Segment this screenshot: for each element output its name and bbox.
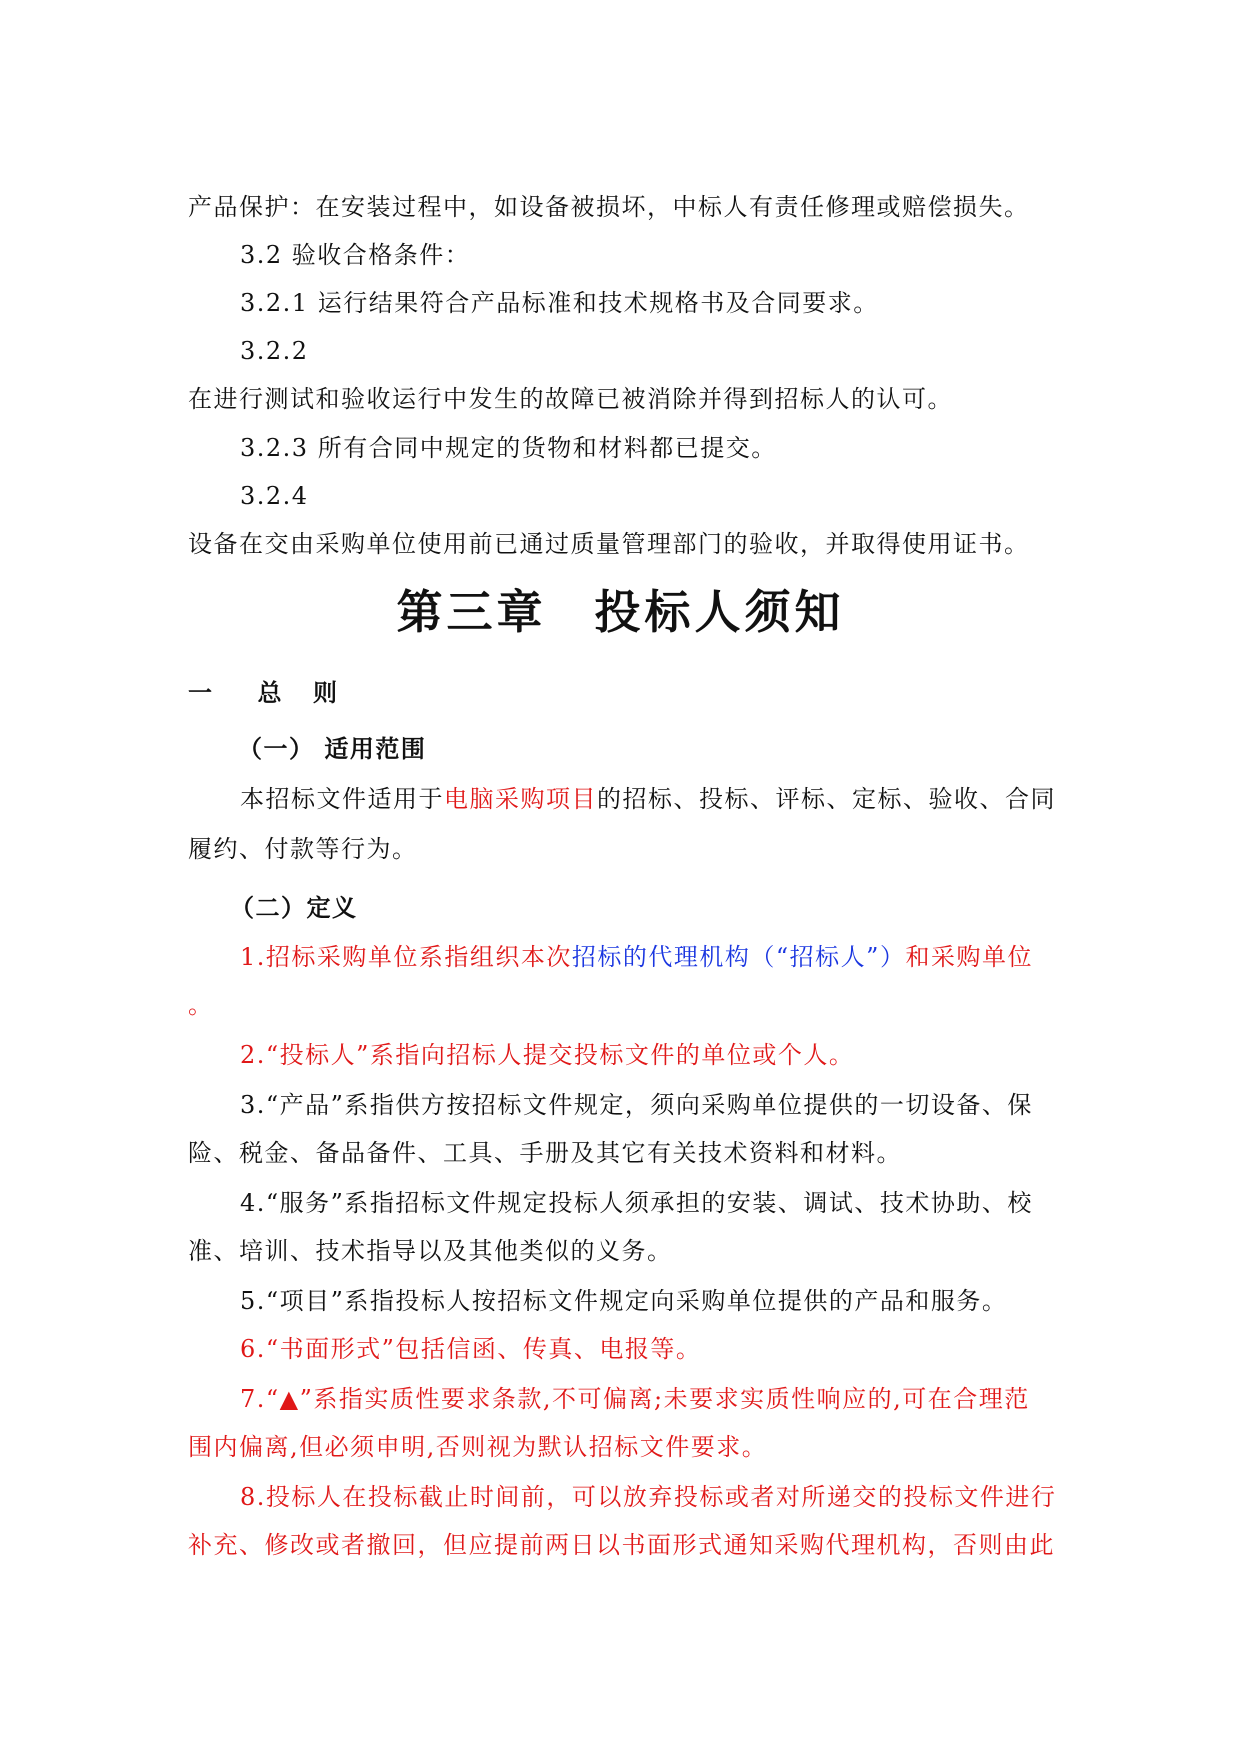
definition-1-line-1 [240,942,1033,972]
clause-3-2-1: 3.2.1 运行结果符合产品标准和技术规格书及合同要求。 [240,289,879,317]
scope-paragraph-line-1 [240,784,1056,814]
section-title-part-1: 总 [257,679,283,707]
definition-3-line-1: 3.“产品”系指供方按招标文件规定，须向采购单位提供的一切设备、保 [240,1091,1033,1119]
definition-1-text-a: 1.招标采购单位系指组织本次 [240,943,572,971]
definition-1-text-b: 和采购单位 [905,943,1033,971]
definition-6: 6.“书面形式”包括信函、传真、电报等。 [240,1335,702,1363]
definition-1-line-2: 。 [188,991,214,1019]
section-number: 一 [188,679,214,707]
project-name-highlight: 电脑采购项目 [444,785,597,813]
definition-7-line-1: 7.“▲”系指实质性要求条款,不可偏离;未要求实质性响应的,可在合理范 [240,1385,1030,1413]
chapter-title [0,584,1241,640]
definition-4-line-2: 准、培训、技术指导以及其他类似的义务。 [188,1237,673,1265]
section-title-part-2: 则 [313,679,339,707]
clause-3-2: 3.2 验收合格条件： [240,241,471,269]
clause-3-2-2-text: 在进行测试和验收运行中发生的故障已被消除并得到招标人的认可。 [188,385,953,413]
clause-3-2-4-text: 设备在交由采购单位使用前已通过质量管理部门的验收，并取得使用证书。 [188,530,1030,558]
subsection-heading-definitions: （二）定义 [230,894,358,922]
chapter-name: 投标人须知 [594,585,845,639]
subsection-heading-scope: （一） 适用范围 [238,735,427,763]
definition-8-line-2: 补充、修改或者撤回，但应提前两日以书面形式通知采购代理机构，否则由此 [188,1531,1055,1559]
clause-3-2-3: 3.2.3 所有合同中规定的货物和材料都已提交。 [240,434,777,462]
definition-5: 5.“项目”系指投标人按招标文件规定向采购单位提供的产品和服务。 [240,1287,1008,1315]
definition-3-line-2: 险、税金、备品备件、工具、手册及其它有关技术资料和材料。 [188,1139,902,1167]
clause-3-2-2-number: 3.2.2 [240,337,309,365]
clause-3-2-4-number: 3.2.4 [240,482,309,510]
chapter-number: 第三章 [396,585,547,639]
paragraph-product-protection: 产品保护：在安装过程中，如设备被损坏，中标人有责任修理或赔偿损失。 [188,193,1030,221]
definition-7-line-2: 围内偏离,但必须申明,否则视为默认招标文件要求。 [188,1433,768,1461]
scope-text-a: 本招标文件适用于 [240,785,444,813]
definition-8-line-1: 8.投标人在投标截止时间前，可以放弃投标或者对所递交的投标文件进行 [240,1483,1057,1511]
definition-2: 2.“投标人”系指向招标人提交投标文件的单位或个人。 [240,1041,855,1069]
definition-4-line-1: 4.“服务”系指招标文件规定投标人须承担的安装、调试、技术协助、校 [240,1189,1033,1217]
scope-paragraph-line-2: 履约、付款等行为。 [188,835,418,863]
scope-text-b: 的招标、投标、评标、定标、验收、合同 [597,785,1056,813]
definition-1-agency-highlight: 招标的代理机构（“招标人”） [571,943,906,971]
section-heading-general [188,678,339,708]
